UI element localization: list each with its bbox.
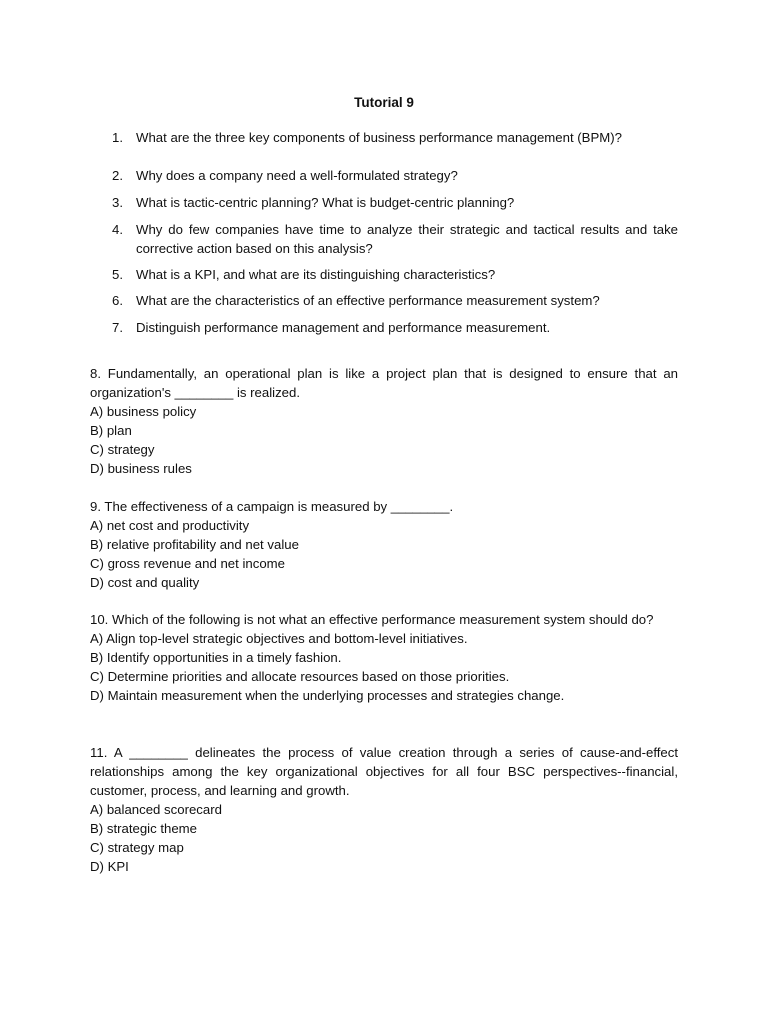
list-number: 4.	[112, 222, 123, 237]
answer-option: D) KPI	[90, 859, 129, 874]
answer-option: B) plan	[90, 423, 132, 438]
question-text: 11. A ________ delineates the process of value creation through a series of cause-and-effect relationships among the key organizational objectives for all four BSC perspectives--financial, customer, process, and learning and growth.	[90, 745, 678, 798]
answer-option: C) gross revenue and net income	[90, 556, 285, 571]
mcq-question-10	[90, 610, 678, 705]
answer-option: A) business policy	[90, 404, 197, 419]
answer-option: D) Maintain measurement when the underlying processes and strategies change.	[90, 688, 565, 703]
answer-option: D) business rules	[90, 461, 192, 476]
list-text: Why does a company need a well-formulated strategy?	[136, 168, 458, 183]
question-text: 9. The effectiveness of a campaign is measured by ________.	[90, 499, 454, 514]
list-text: Why do few companies have time to analyze their strategic and tactical results and take corrective action based on this analysis?	[136, 222, 678, 256]
mcq-question-9	[90, 497, 678, 592]
answer-option: B) Identify opportunities in a timely fashion.	[90, 650, 342, 665]
list-number: 6.	[112, 293, 123, 308]
mcq-question-11	[90, 743, 678, 876]
list-text: What are the three key components of business performance management (BPM)?	[136, 130, 622, 145]
answer-option: A) balanced scorecard	[90, 802, 222, 817]
list-number: 2.	[112, 168, 123, 183]
question-text: 8. Fundamentally, an operational plan is like a project plan that is designed to ensure that an organization's ________ is realized.	[90, 366, 678, 400]
answer-option: A) net cost and productivity	[90, 518, 250, 533]
list-text: What is a KPI, and what are its distinguishing characteristics?	[136, 267, 496, 282]
answer-option: A) Align top-level strategic objectives and bottom-level initiatives.	[90, 631, 468, 646]
list-number: 1.	[112, 130, 123, 145]
answer-option: C) strategy	[90, 442, 155, 457]
list-number: 7.	[112, 320, 123, 335]
answer-option: C) Determine priorities and allocate resources based on those priorities.	[90, 669, 510, 684]
answer-option: C) strategy map	[90, 840, 184, 855]
list-number: 5.	[112, 267, 123, 282]
answer-option: D) cost and quality	[90, 575, 200, 590]
answer-option: B) strategic theme	[90, 821, 198, 836]
question-text: 10. Which of the following is not what an effective performance measurement system should do?	[90, 612, 654, 627]
list-number: 3.	[112, 195, 123, 210]
list-text: What are the characteristics of an effective performance measurement system?	[136, 293, 600, 308]
list-text: Distinguish performance management and performance measurement.	[136, 320, 551, 335]
list-text: What is tactic-centric planning? What is budget-centric planning?	[136, 195, 515, 210]
answer-option: B) relative profitability and net value	[90, 537, 299, 552]
document-title: Tutorial 9	[354, 95, 414, 110]
mcq-question-8	[90, 364, 678, 478]
